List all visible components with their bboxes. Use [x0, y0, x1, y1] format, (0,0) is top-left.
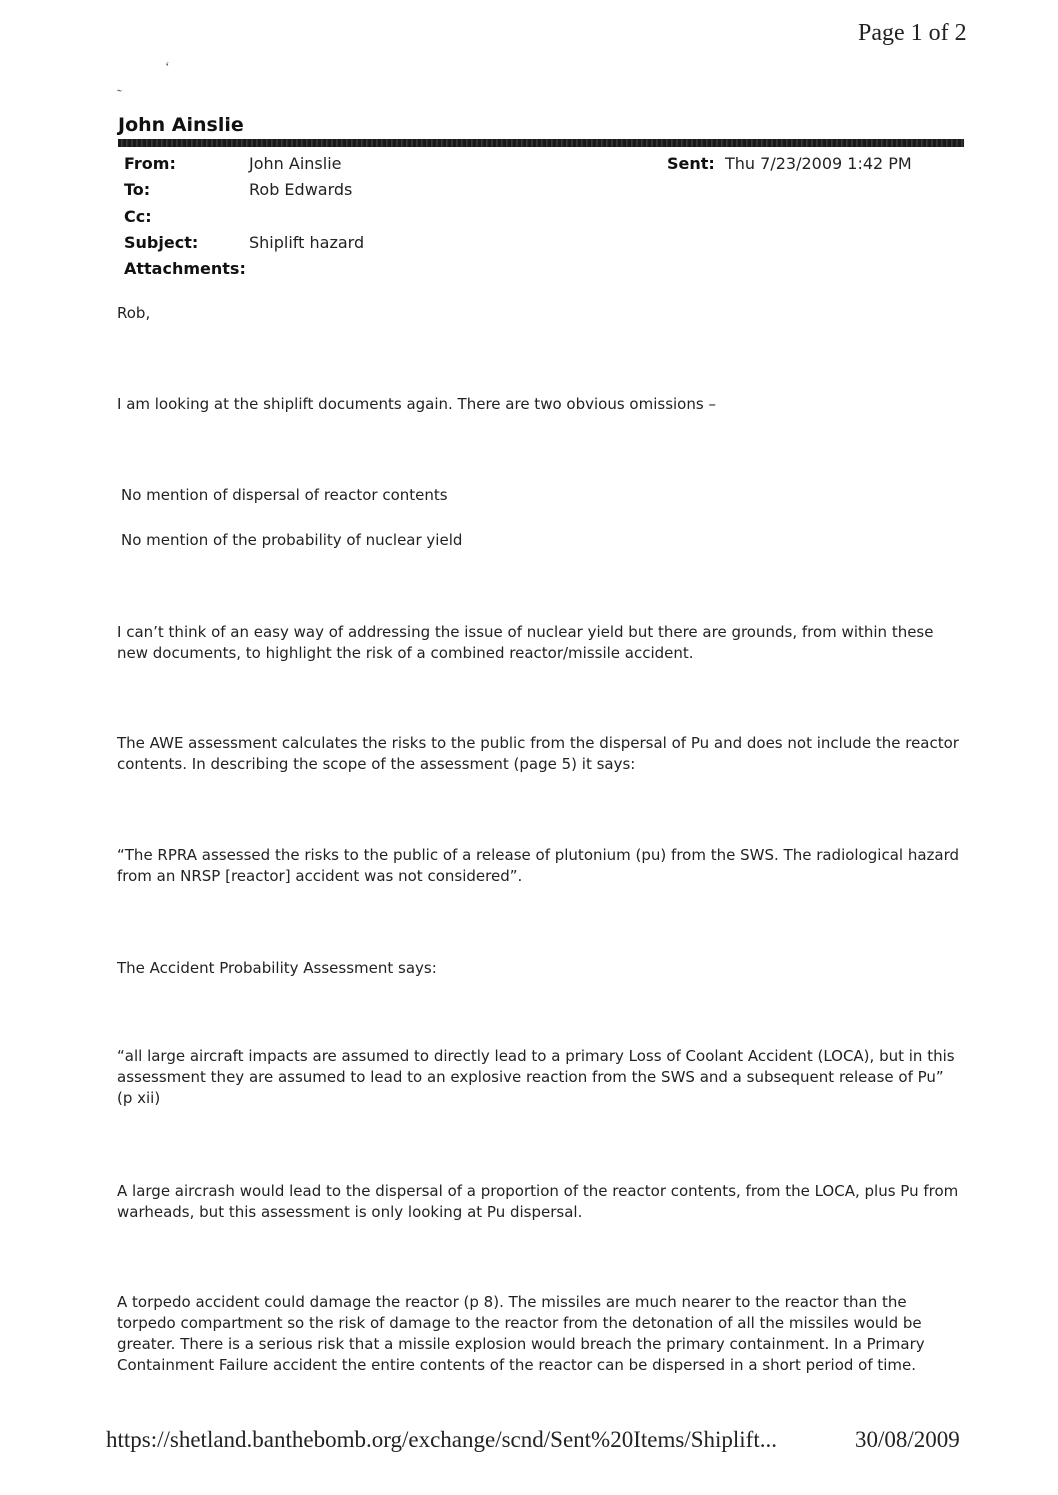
from-label: From: — [124, 154, 176, 173]
greeting: Rob, — [117, 304, 151, 322]
header-rule — [118, 139, 964, 147]
sent-value: Thu 7/23/2009 1:42 PM — [725, 154, 912, 173]
paragraph-omissions: I am looking at the shiplift documents again. There are two obvious omissions – — [117, 395, 716, 413]
quote-rpra: “The RPRA assessed the risks to the public of a release of plutonium (pu) from the SWS. The radiological hazard from an NRSP [reactor] accident was not considered”. — [117, 846, 960, 885]
cc-label: Cc: — [124, 207, 152, 226]
attachments-label: Attachments: — [124, 259, 246, 278]
page-number: Page 1 of 2 — [858, 20, 967, 46]
to-label: To: — [124, 180, 151, 199]
sender-name: John Ainslie — [118, 114, 244, 136]
paragraph-aircrash: A large aircrash would lead to the dispersal of a proportion of the reactor contents, from the LOCA, plus Pu from warheads, but this assessment is only looking at Pu dispersal. — [117, 1182, 959, 1221]
omission-item-yield: No mention of the probability of nuclear yield — [121, 531, 463, 549]
paragraph-torpedo: A torpedo accident could damage the reactor (p 8). The missiles are much nearer to the reactor than the torpedo compartment so the risk of damage to the reactor from the detonation of all the missiles would be greater. There is a serious risk that a missile explosion would breach the primary containment. In a Primary Containment Failure accident the entire contents of the reactor can be dispersed in a short period of time. — [117, 1293, 925, 1374]
footer-url: https://shetland.banthebomb.org/exchange/scnd/Sent%20Items/Shiplift... — [106, 1427, 777, 1452]
omission-item-reactor: No mention of dispersal of reactor contents — [121, 486, 448, 504]
from-value: John Ainslie — [249, 154, 342, 173]
paragraph-awe-assessment: The AWE assessment calculates the risks to the public from the dispersal of Pu and does not include the reactor contents. In describing the scope of the assessment (page 5) it says: — [117, 734, 959, 773]
sent-label: Sent: — [667, 154, 715, 173]
paragraph-nuclear-yield: I can’t think of an easy way of addressing the issue of nuclear yield but there are grounds, from within these new documents, to highlight the risk of a combined reactor/missile accident. — [117, 623, 934, 662]
footer-date: 30/08/2009 — [855, 1427, 960, 1452]
scan-mark: ‘ — [165, 60, 170, 75]
paragraph-accident-probability: The Accident Probability Assessment says: — [117, 959, 437, 977]
subject-value: Shiplift hazard — [249, 233, 365, 252]
quote-aircraft-impacts: “all large aircraft impacts are assumed to directly lead to a primary Loss of Coolant Accident (LOCA), but in this assessment they are assumed to lead to an explosive reaction from the SWS and a subsequent release of Pu” (p xii) — [117, 1047, 955, 1107]
subject-label: Subject: — [124, 233, 199, 252]
to-value: Rob Edwards — [249, 180, 353, 199]
scan-mark: ˜ — [117, 88, 122, 103]
